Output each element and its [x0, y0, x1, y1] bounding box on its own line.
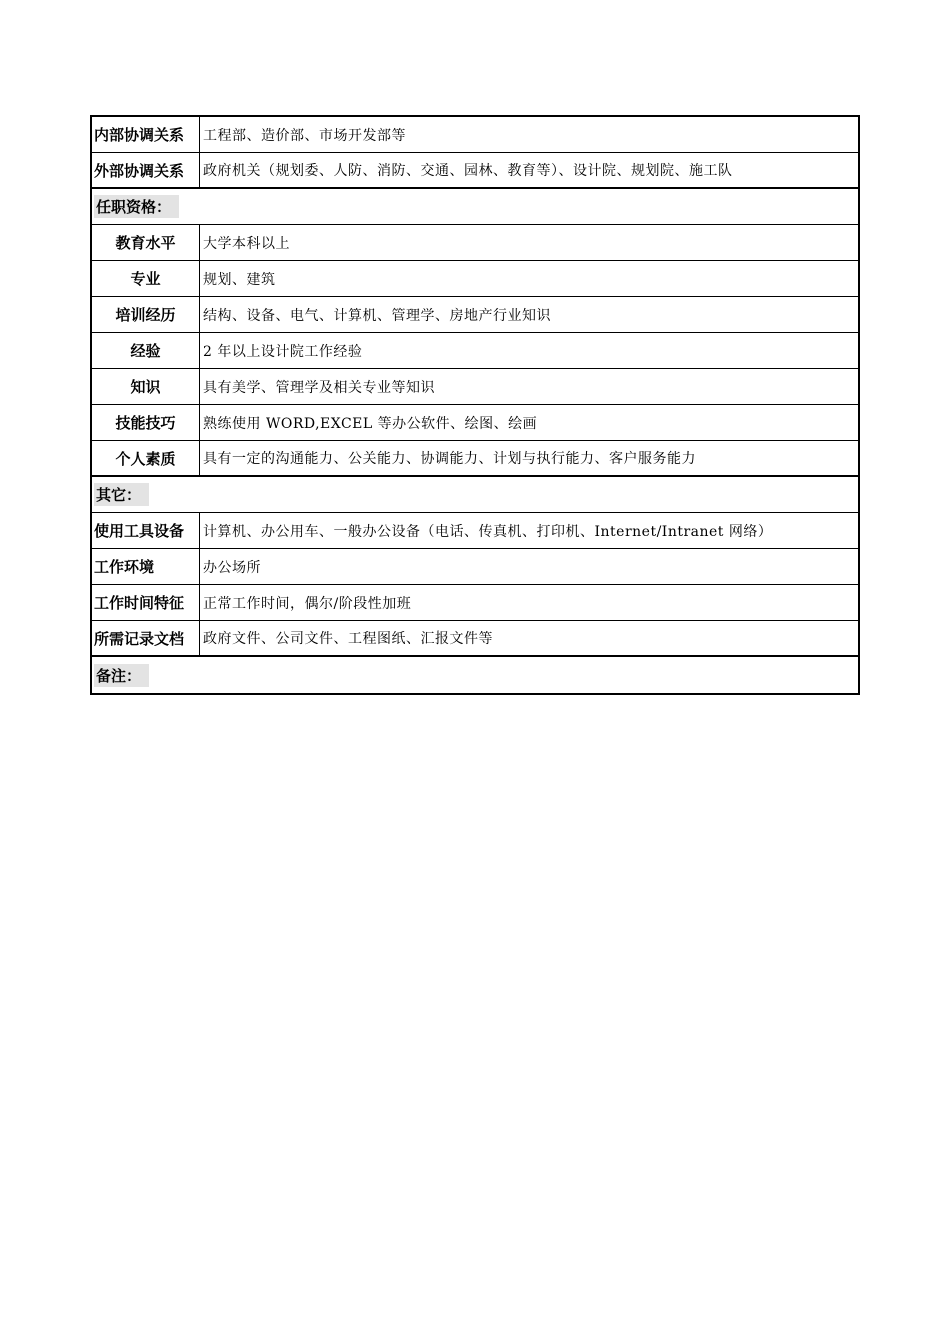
row-value-work-hours: 正常工作时间，偶尔/阶段性加班	[203, 595, 412, 612]
row-value-education: 大学本科以上	[203, 235, 290, 252]
row-value-major: 规划、建筑	[203, 271, 276, 288]
row-value-documents: 政府文件、公司文件、工程图纸、汇报文件等	[203, 631, 493, 647]
table-row	[92, 297, 858, 333]
row-label-personal-qualities: 个人素质	[92, 441, 200, 475]
row-label-knowledge: 知识	[92, 369, 200, 404]
row-label-major: 专业	[92, 261, 200, 296]
row-label-education: 教育水平	[92, 225, 200, 260]
row-label-tools: 使用工具设备	[92, 513, 200, 548]
row-value-internal-coordination: 工程部、造价部、市场开发部等	[203, 127, 406, 144]
section-header-other	[92, 477, 858, 513]
section-header-qualifications	[92, 189, 858, 225]
table-row	[92, 585, 858, 621]
table-row	[92, 225, 858, 261]
row-label-experience: 经验	[92, 333, 200, 368]
table-row	[92, 369, 858, 405]
row-value-external-coordination: 政府机关（规划委、人防、消防、交通、园林、教育等）、设计院、规划院、施工队	[203, 163, 733, 179]
row-value-knowledge: 具有美学、管理学及相关专业等知识	[203, 379, 435, 396]
row-label-work-environment: 工作环境	[92, 549, 200, 584]
table-row	[92, 549, 858, 585]
table-row	[92, 405, 858, 441]
table-row	[92, 441, 858, 477]
section-title-qualifications: 任职资格：	[94, 195, 179, 218]
row-label-internal-coordination: 内部协调关系	[92, 117, 200, 152]
row-value-work-environment: 办公场所	[203, 559, 261, 576]
job-description-table	[90, 115, 860, 695]
table-row	[92, 621, 858, 657]
table-row	[92, 153, 858, 189]
table-row	[92, 513, 858, 549]
row-value-skills: 熟练使用 WORD,EXCEL 等办公软件、绘图、绘画	[203, 415, 538, 432]
table-row	[92, 333, 858, 369]
row-value-personal-qualities: 具有一定的沟通能力、公关能力、协调能力、计划与执行能力、客户服务能力	[203, 451, 696, 467]
row-label-work-hours: 工作时间特征	[92, 585, 200, 620]
row-value-experience: 2 年以上设计院工作经验	[203, 343, 363, 360]
row-value-tools: 计算机、办公用车、一般办公设备（电话、传真机、打印机、Internet/Intranet 网络）	[203, 523, 773, 540]
table-row	[92, 117, 858, 153]
table-row	[92, 261, 858, 297]
row-label-skills: 技能技巧	[92, 405, 200, 440]
row-value-training: 结构、设备、电气、计算机、管理学、房地产行业知识	[203, 307, 551, 324]
section-title-other: 其它：	[94, 483, 149, 506]
row-label-training: 培训经历	[92, 297, 200, 332]
row-label-documents: 所需记录文档	[92, 621, 200, 655]
section-header-remarks	[92, 657, 858, 693]
row-label-external-coordination: 外部协调关系	[92, 153, 200, 187]
section-title-remarks: 备注：	[94, 664, 149, 687]
